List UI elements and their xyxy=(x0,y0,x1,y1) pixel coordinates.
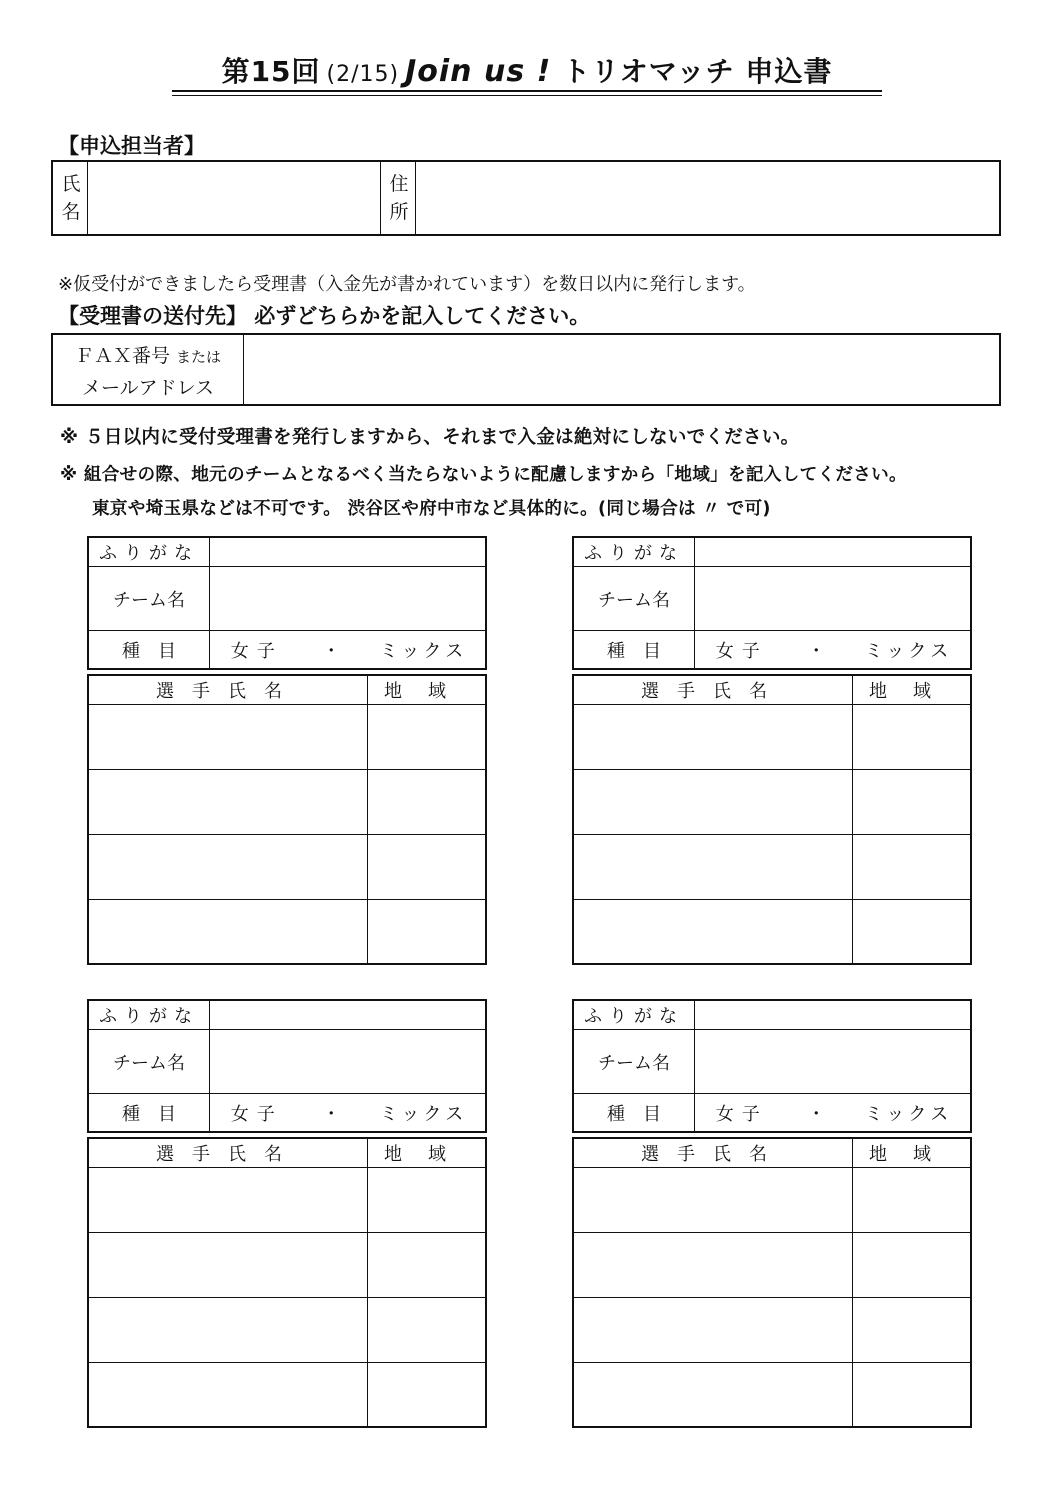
region-header: 地域 xyxy=(869,1144,957,1165)
team-name-label: チーム名 xyxy=(113,1052,185,1074)
player-region-field[interactable] xyxy=(369,901,485,963)
player-region-field[interactable] xyxy=(369,1299,485,1361)
option-women[interactable]: 女子 xyxy=(230,641,283,662)
team-name-field[interactable] xyxy=(211,567,487,630)
furigana-field[interactable] xyxy=(211,1001,487,1029)
note-2: ※ 組合せの際、地元のチームとなるべく当たらないように配慮しますから「地域」を記入してください。 xyxy=(60,465,907,485)
player-name-field[interactable] xyxy=(574,771,850,833)
player-name-field[interactable] xyxy=(574,1299,850,1361)
applicant-heading: 【申込担当者】 xyxy=(58,134,205,158)
address-field[interactable] xyxy=(417,162,999,234)
option-mixed[interactable]: ミックス xyxy=(864,1104,953,1125)
furigana-field[interactable] xyxy=(211,538,487,566)
category-label: 種 目 xyxy=(122,1104,176,1125)
player-name-field[interactable] xyxy=(574,901,850,963)
furigana-field[interactable] xyxy=(696,1001,972,1029)
team-entry-table xyxy=(572,999,972,1429)
player-region-field[interactable] xyxy=(854,1234,970,1296)
category-options xyxy=(696,631,972,669)
receipt-destination-box xyxy=(51,333,1001,406)
player-region-field[interactable] xyxy=(369,1169,485,1231)
region-header: 地域 xyxy=(384,1144,472,1165)
player-name-field[interactable] xyxy=(574,1234,850,1296)
team-name-field[interactable] xyxy=(696,1030,972,1093)
player-region-field[interactable] xyxy=(854,771,970,833)
furigana-label: ふりがな xyxy=(99,1006,199,1027)
player-name-field[interactable] xyxy=(89,1234,365,1296)
category-label: 種 目 xyxy=(122,641,176,662)
player-region-field[interactable] xyxy=(854,1299,970,1361)
category-label: 種 目 xyxy=(607,1104,661,1125)
players-table xyxy=(87,674,487,965)
receipt-note: ※仮受付ができましたら受理書（入金先が書かれています）を数日以内に発行します。 xyxy=(58,274,756,295)
players-table xyxy=(572,674,972,965)
note-3: 東京や埼玉県などは不可です。 渋谷区や府中市など具体的に。(同じ場合は 〃 で可) xyxy=(92,499,771,519)
option-women[interactable]: 女子 xyxy=(230,1104,283,1125)
player-name-field[interactable] xyxy=(574,1169,850,1231)
player-region-field[interactable] xyxy=(369,771,485,833)
player-region-field[interactable] xyxy=(369,1364,485,1426)
option-mixed[interactable]: ミックス xyxy=(379,1104,468,1125)
option-women[interactable]: 女子 xyxy=(715,641,768,662)
title-underline xyxy=(172,90,882,92)
team-info-table xyxy=(572,536,972,670)
player-region-field[interactable] xyxy=(854,1169,970,1231)
title-prefix: 第15回 xyxy=(221,55,321,88)
title-suffix: トリオマッチ 申込書 xyxy=(562,55,833,88)
category-options xyxy=(211,631,487,669)
option-women[interactable]: 女子 xyxy=(715,1104,768,1125)
players-table xyxy=(87,1137,487,1428)
player-name-field[interactable] xyxy=(89,771,365,833)
option-mixed[interactable]: ミックス xyxy=(379,641,468,662)
category-label: 種 目 xyxy=(607,641,661,662)
fax-mail-label: ＦＡＸ番号 または メールアドレス xyxy=(74,345,222,399)
category-options xyxy=(211,1094,487,1132)
furigana-label: ふりがな xyxy=(99,543,199,564)
player-region-field[interactable] xyxy=(854,901,970,963)
team-info-table xyxy=(87,536,487,670)
players-table xyxy=(572,1137,972,1428)
region-header: 地域 xyxy=(869,681,957,702)
team-name-label: チーム名 xyxy=(113,589,185,611)
player-region-field[interactable] xyxy=(369,836,485,898)
category-options xyxy=(696,1094,972,1132)
name-field[interactable] xyxy=(89,162,379,234)
player-name-field[interactable] xyxy=(89,836,365,898)
name-label: 氏 名 xyxy=(61,173,81,223)
option-separator: ・ xyxy=(807,641,826,662)
applicant-box xyxy=(51,160,1001,236)
title-underline-thin xyxy=(172,95,882,96)
player-name-field[interactable] xyxy=(89,1169,365,1231)
title-date: (2/15) xyxy=(326,62,400,87)
address-label: 住 所 xyxy=(389,173,409,223)
player-name-header: 選手氏名 xyxy=(156,681,300,702)
option-mixed[interactable]: ミックス xyxy=(864,641,953,662)
region-header: 地域 xyxy=(384,681,472,702)
player-name-field[interactable] xyxy=(89,1299,365,1361)
team-entry-table xyxy=(572,536,972,966)
team-info-table xyxy=(87,999,487,1133)
furigana-label: ふりがな xyxy=(584,1006,684,1027)
furigana-label: ふりがな xyxy=(584,543,684,564)
team-entry-table xyxy=(87,999,487,1429)
team-info-table xyxy=(572,999,972,1133)
player-name-field[interactable] xyxy=(574,836,850,898)
player-region-field[interactable] xyxy=(369,1234,485,1296)
player-name-header: 選手氏名 xyxy=(641,681,785,702)
team-entry-table xyxy=(87,536,487,966)
player-name-field[interactable] xyxy=(89,1364,365,1426)
furigana-field[interactable] xyxy=(696,538,972,566)
option-separator: ・ xyxy=(322,1104,341,1125)
title-english: Join us ! xyxy=(405,54,552,89)
note-1: ※ ５日以内に受付受理書を発行しますから、それまで入金は絶対にしないでください。 xyxy=(60,427,800,448)
player-name-field[interactable] xyxy=(574,706,850,768)
player-region-field[interactable] xyxy=(854,1364,970,1426)
player-name-field[interactable] xyxy=(89,901,365,963)
option-separator: ・ xyxy=(322,641,341,662)
team-name-label: チーム名 xyxy=(598,1052,670,1074)
player-name-field[interactable] xyxy=(574,1364,850,1426)
team-name-label: チーム名 xyxy=(598,589,670,611)
player-region-field[interactable] xyxy=(854,836,970,898)
player-name-header: 選手氏名 xyxy=(156,1144,300,1165)
fax-mail-field[interactable] xyxy=(245,335,999,404)
team-name-field[interactable] xyxy=(696,567,972,630)
player-name-field[interactable] xyxy=(89,706,365,768)
player-region-field[interactable] xyxy=(854,706,970,768)
option-separator: ・ xyxy=(807,1104,826,1125)
player-region-field[interactable] xyxy=(369,706,485,768)
player-name-header: 選手氏名 xyxy=(641,1144,785,1165)
receipt-heading: 【受理書の送付先】 必ずどちらかを記入してください。 xyxy=(58,304,591,328)
team-name-field[interactable] xyxy=(211,1030,487,1093)
